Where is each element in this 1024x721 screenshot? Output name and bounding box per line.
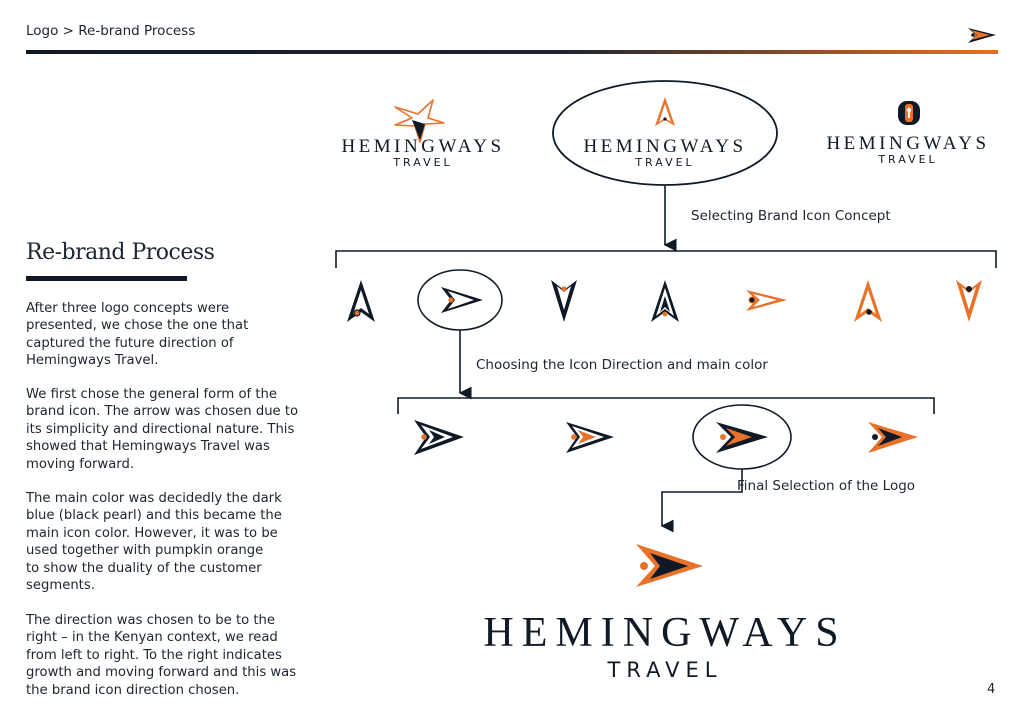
arrow-right-orange-solid-icon: [868, 422, 918, 453]
paragraph-2: We first chose the general form of the brand icon. The arrow was chosen due to its simplicity and directional nature. This showed that Hemingways Travel was moving forward.: [26, 387, 299, 472]
section-title: Re-brand Process: [26, 240, 215, 265]
svg-text:HEMINGWAYS: HEMINGWAYS: [826, 133, 990, 154]
caption-step2: Choosing the Icon Direction and main color: [476, 357, 768, 373]
selection-ellipse: [553, 81, 777, 185]
svg-text:HEMINGWAYS: HEMINGWAYS: [341, 136, 505, 157]
arrow-right-navy-icon: [414, 420, 464, 455]
breadcrumb: Logo > Re-brand Process: [26, 23, 196, 39]
arrow-right-orange-outline-icon: [566, 422, 614, 453]
final-logo: [483, 544, 846, 682]
arrow-down-orange-icon: [956, 280, 982, 322]
svg-text:TRAVEL: TRAVEL: [878, 153, 938, 166]
caption-step1: Selecting Brand Icon Concept: [691, 208, 891, 224]
arrow-right-icon: [441, 287, 483, 313]
arrow-right-navy-solid-icon: [716, 422, 768, 453]
final-logo-subtitle: TRAVEL: [607, 658, 723, 682]
concept-logo-star: [341, 100, 504, 169]
bracket-colors: [398, 398, 934, 414]
arrow-up-outline-icon: [347, 280, 375, 322]
final-logo-wordmark: HEMINGWAYS: [483, 610, 847, 656]
svg-text:TRAVEL: TRAVEL: [393, 156, 453, 169]
arrow-up-striped-icon: [651, 280, 679, 322]
concept-logo-arrow: [553, 81, 777, 185]
svg-text:TRAVEL: TRAVEL: [635, 156, 695, 169]
header-logo-icon: [968, 28, 996, 43]
arrow-right-orange-icon: [746, 290, 787, 311]
arrow-up-orange-icon: [854, 280, 882, 322]
concept-logo-keyhole: [826, 101, 989, 166]
paragraph-3: The main color was decidedly the dark blue (black pearl) and this became the main icon color. However, it was to be used together with pumpkin orange to show the duality of the customer segments.: [26, 491, 282, 594]
arrow-down-icon: [551, 280, 577, 322]
page-number: 4: [987, 682, 996, 697]
final-arrow-icon: [636, 544, 703, 587]
caption-step3: Final Selection of the Logo: [737, 478, 916, 494]
paragraph-1: After three logo concepts were presented, we chose the one that captured the future direction of Hemingways Travel.: [26, 301, 249, 369]
bracket-directions: [336, 251, 996, 268]
paragraph-4: The direction was chosen to be to the right – in the Kenyan context, we read from left to right. To the right indicates growth and moving forward and this was the brand icon direction chosen.: [26, 613, 297, 698]
svg-text:HEMINGWAYS: HEMINGWAYS: [583, 136, 747, 157]
